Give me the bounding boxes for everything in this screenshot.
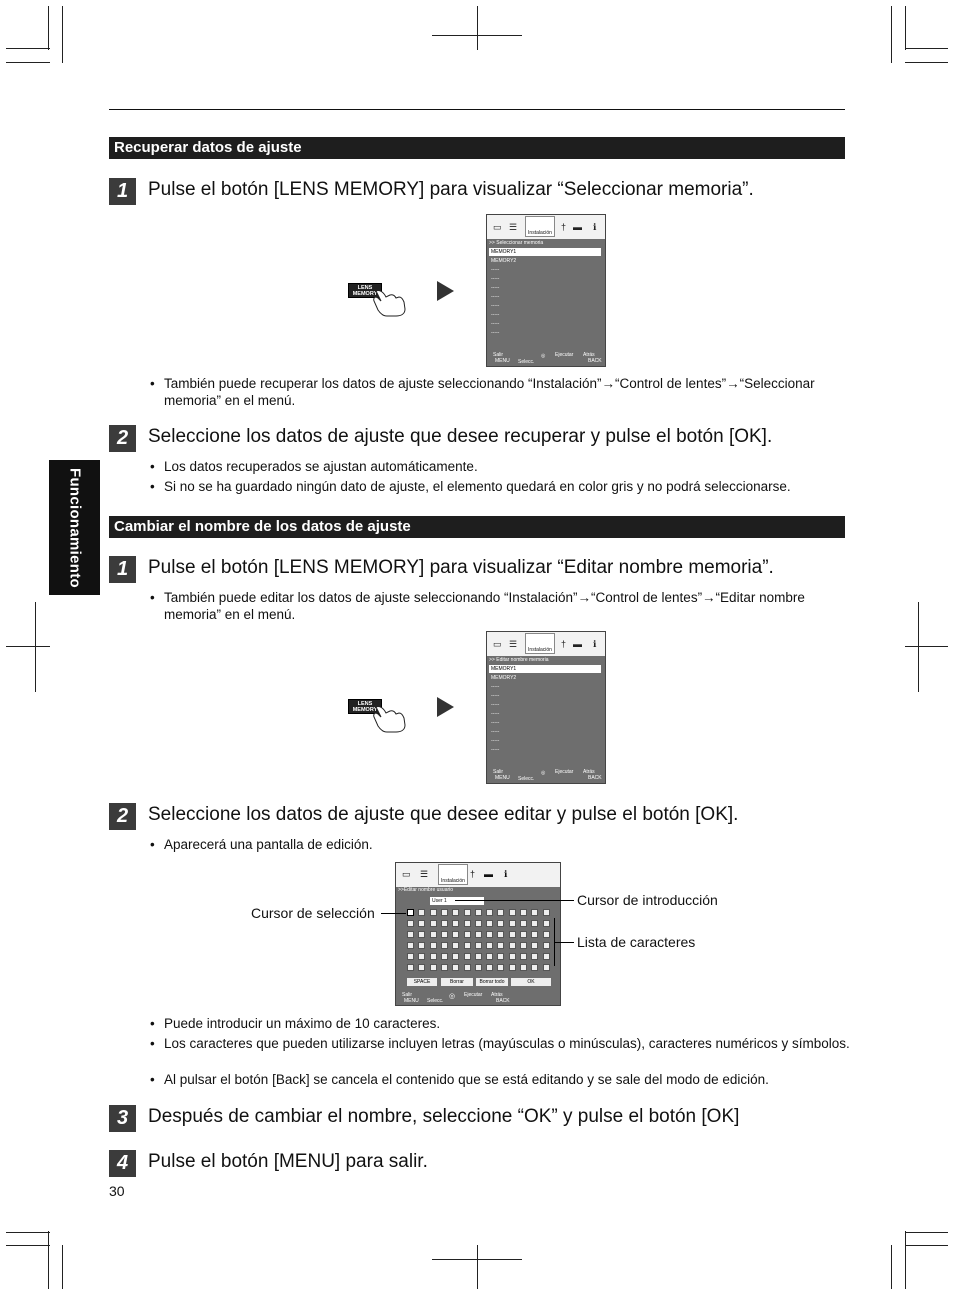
bullet: • Los caracteres que pueden utilizarse incluyen letras (mayúsculas o minúsculas), caracteres numéricos y símbolos. [150,1036,850,1051]
character-key[interactable] [531,942,538,949]
side-tab [49,460,100,595]
page-number: 30 [109,1183,125,1199]
footer-select: Selecc. [518,776,535,782]
character-key[interactable] [509,953,516,960]
step-text: Seleccione los datos de ajuste que desee recuperar y pulse el botón [OK]. [148,426,773,447]
footer-select: Selecc. [518,359,535,365]
crop-mark [6,62,50,63]
info-icon: ℹ [504,869,508,879]
footer-exit-key: MENU [404,998,419,1004]
character-key[interactable] [531,931,538,938]
crop-mark [35,602,36,692]
step-number: 2 [109,803,136,830]
character-key[interactable] [418,920,425,927]
crop-mark [6,48,50,49]
character-key[interactable] [497,920,504,927]
character-key[interactable] [407,942,414,949]
footer-exit: Salir [402,992,413,998]
character-key[interactable] [464,931,471,938]
callout-selection-cursor: Cursor de selección [251,905,375,921]
bullet: • Si no se ha guardado ningún dato de ajuste, el elemento quedará en color gris y no podrá seleccionarse. [150,479,791,494]
character-key[interactable] [441,953,448,960]
space-button[interactable]: SPACE [407,978,437,986]
character-key[interactable] [509,909,516,916]
antenna-icon: † [470,869,476,879]
character-key[interactable] [497,953,504,960]
delete-all-button[interactable]: Borrar todo [476,978,508,986]
character-key[interactable] [418,942,425,949]
picture-icon: ▭ [493,222,502,232]
menu-item: ----- [491,720,500,726]
character-key[interactable] [531,920,538,927]
menu-path: >> Editar nombre memoria [489,657,549,663]
character-key[interactable] [486,909,493,916]
tab-installation: Instalación [525,216,555,237]
menu-item-selected: MEMORY1 [489,665,601,673]
callout-bracket [554,918,555,966]
menu-item: ----- [491,693,500,699]
crop-mark [891,6,892,63]
character-key[interactable] [475,942,482,949]
crop-mark [62,6,63,63]
character-key[interactable] [452,931,459,938]
ok-button[interactable]: OK [511,978,551,986]
step-number: 2 [109,425,136,452]
callout-line [554,942,574,943]
step-number: 3 [109,1105,136,1132]
menu-item: ----- [491,747,500,753]
step-number: 1 [109,178,136,205]
menu-item: ----- [491,267,500,273]
footer-exit-key: MENU [495,775,510,781]
character-key[interactable] [543,931,550,938]
footer-back-key: BACK [496,998,510,1004]
footer-back: Atrás [583,352,595,358]
info-icon: ℹ [593,222,597,232]
crop-mark [432,1259,522,1260]
character-key[interactable] [531,953,538,960]
crop-mark [477,6,478,50]
crop-mark [905,48,948,49]
lens-memory-button-icon: LENS MEMORY [348,283,382,298]
footer-execute: Ejecutar [464,992,483,998]
display-icon: ▬ [573,639,582,649]
menu-screen-edit-memory-name [486,631,606,784]
menu-tab-bar [487,215,605,239]
character-key[interactable] [531,909,538,916]
crop-mark [918,602,919,692]
character-key[interactable] [452,909,459,916]
menu-item-selected: MEMORY1 [489,248,601,256]
step-text: Seleccione los datos de ajuste que desee editar y pulse el botón [OK]. [148,804,739,825]
sliders-icon: ☰ [420,869,429,879]
footer-back: Atrás [491,992,503,998]
character-key[interactable] [486,942,493,949]
character-key[interactable] [464,942,471,949]
menu-item: ----- [491,276,500,282]
picture-icon: ▭ [493,639,502,649]
character-key[interactable] [441,931,448,938]
crop-mark [891,1245,892,1289]
character-key[interactable] [441,920,448,927]
menu-item: ----- [491,312,500,318]
menu-tab-bar [396,863,560,887]
display-icon: ▬ [484,869,493,879]
character-key[interactable] [543,920,550,927]
menu-path: >>Editar nombre usuario [398,887,454,893]
footer-back: Atrás [583,769,595,775]
step-number: 1 [109,556,136,583]
antenna-icon: † [561,222,567,232]
character-key[interactable] [452,942,459,949]
character-key[interactable] [497,909,504,916]
character-key[interactable] [464,909,471,916]
bullet: • Los datos recuperados se ajustan automáticamente. [150,459,478,474]
callout-line [381,913,406,914]
menu-path: >> Seleccionar memoria [489,240,544,246]
crop-mark [905,62,948,63]
crop-mark [905,6,906,50]
character-key[interactable] [418,931,425,938]
character-key[interactable] [486,953,493,960]
bullet: • Aparecerá una pantalla de edición. [150,837,373,852]
character-key[interactable] [418,909,425,916]
section-title: Recuperar datos de ajuste [109,137,845,159]
crop-mark [6,1245,50,1246]
crop-mark [48,1231,49,1289]
character-key[interactable] [497,942,504,949]
hand-press-icon [372,703,408,733]
character-key[interactable] [441,942,448,949]
character-key[interactable] [441,964,448,971]
character-key[interactable] [418,953,425,960]
step-text: Pulse el botón [LENS MEMORY] para visualizar “Seleccionar memoria”. [148,179,754,200]
menu-item: ----- [491,684,500,690]
bullet: • Puede introducir un máximo de 10 caracteres. [150,1016,441,1031]
character-key[interactable] [430,920,437,927]
menu-tab-bar [487,632,605,656]
character-key[interactable] [486,920,493,927]
bullet: • Al pulsar el botón [Back] se cancela el contenido que se está editando y se sale del modo de edición. [150,1072,769,1087]
character-key[interactable] [452,920,459,927]
step-number: 4 [109,1150,136,1177]
footer-exit-key: MENU [495,358,510,364]
character-key[interactable] [475,909,482,916]
character-key[interactable] [430,942,437,949]
footer-back-key: BACK [588,358,602,364]
menu-item: MEMORY2 [491,675,517,681]
character-key[interactable] [475,964,482,971]
crop-mark [905,1245,948,1246]
footer-back-key: BACK [588,775,602,781]
character-key[interactable] [475,920,482,927]
hand-press-icon [372,287,408,317]
menu-item: ----- [491,738,500,744]
character-key[interactable] [430,953,437,960]
step-text: Pulse el botón [MENU] para salir. [148,1151,428,1172]
character-key[interactable] [430,909,437,916]
character-key[interactable] [543,909,550,916]
menu-item: ----- [491,321,500,327]
side-tab-label: Funcionamiento [66,467,83,588]
character-key[interactable] [520,942,527,949]
display-icon: ▬ [573,222,582,232]
character-key[interactable] [430,964,437,971]
section-title: Cambiar el nombre de los datos de ajuste [109,516,845,538]
crop-mark [62,1245,63,1289]
character-key[interactable] [531,964,538,971]
character-key[interactable] [452,964,459,971]
character-key[interactable] [543,953,550,960]
tab-installation: Instalación [438,864,468,885]
arrow-right-icon [437,281,454,301]
crop-mark [432,35,522,36]
crop-mark [6,646,50,647]
menu-item: ----- [491,294,500,300]
character-key[interactable] [509,942,516,949]
sliders-icon: ☰ [509,639,518,649]
menu-item: ----- [491,729,500,735]
sliders-icon: ☰ [509,222,518,232]
character-key[interactable] [520,964,527,971]
header-rule [109,109,845,110]
step-text: Pulse el botón [LENS MEMORY] para visualizar “Editar nombre memoria”. [148,557,774,578]
info-icon: ℹ [593,639,597,649]
crop-mark [6,1232,50,1233]
character-key[interactable] [430,931,437,938]
character-key[interactable] [418,964,425,971]
arrow-right-icon [437,697,454,717]
tab-installation: Instalación [525,633,555,654]
footer-exit: Salir [493,352,504,358]
lens-memory-button-icon: LENS MEMORY [348,699,382,714]
menu-item: ----- [491,330,500,336]
character-key[interactable] [520,931,527,938]
dpad-icon: ◎ [541,353,546,359]
character-key[interactable] [509,931,516,938]
delete-button[interactable]: Borrar [441,978,473,986]
character-key[interactable] [486,964,493,971]
character-key[interactable] [452,953,459,960]
character-key[interactable] [407,909,414,916]
dpad-icon: ◎ [541,770,546,776]
menu-item: MEMORY2 [491,258,517,264]
menu-screen-select-memory [486,214,606,367]
bullet: • También puede recuperar los datos de ajuste seleccionando “Instalación”→“Control de lentes”→“Seleccionar memoria” en el menú. [150,376,815,408]
character-key[interactable] [464,964,471,971]
character-key[interactable] [520,920,527,927]
character-key[interactable] [475,931,482,938]
character-key[interactable] [486,931,493,938]
crop-mark [905,1232,948,1233]
character-key[interactable] [464,953,471,960]
menu-item: ----- [491,711,500,717]
character-key[interactable] [497,931,504,938]
bullet: • También puede editar los datos de ajuste seleccionando “Instalación”→“Control de lentes”→“Editar nombre memoria” en el menú. [150,590,805,622]
name-input-field[interactable]: User 1 [430,897,484,905]
character-key[interactable] [407,964,414,971]
crop-mark [48,6,49,50]
footer-execute: Ejecutar [555,769,574,775]
crop-mark [905,1231,906,1289]
callout-input-cursor: Cursor de introducción [577,892,718,908]
menu-item: ----- [491,285,500,291]
character-key[interactable] [407,920,414,927]
picture-icon: ▭ [402,869,411,879]
character-key[interactable] [509,920,516,927]
character-key[interactable] [543,964,550,971]
character-key[interactable] [520,909,527,916]
step-text: Después de cambiar el nombre, seleccione “OK” y pulse el botón [OK] [148,1106,740,1127]
dpad-icon: ◎ [449,993,456,1000]
footer-execute: Ejecutar [555,352,574,358]
character-key[interactable] [441,909,448,916]
callout-char-list: Lista de caracteres [577,934,696,950]
footer-exit: Salir [493,769,504,775]
callout-line [455,900,574,901]
character-key[interactable] [520,953,527,960]
character-key[interactable] [407,953,414,960]
character-key[interactable] [497,964,504,971]
character-key[interactable] [509,964,516,971]
crop-mark [905,646,948,647]
character-key[interactable] [475,953,482,960]
keyboard-edit-screen [395,862,561,1006]
character-key[interactable] [543,942,550,949]
character-key[interactable] [407,931,414,938]
menu-item: ----- [491,702,500,708]
antenna-icon: † [561,639,567,649]
crop-mark [477,1245,478,1289]
footer-select: Selecc. [427,998,444,1004]
character-key[interactable] [464,920,471,927]
menu-item: ----- [491,303,500,309]
